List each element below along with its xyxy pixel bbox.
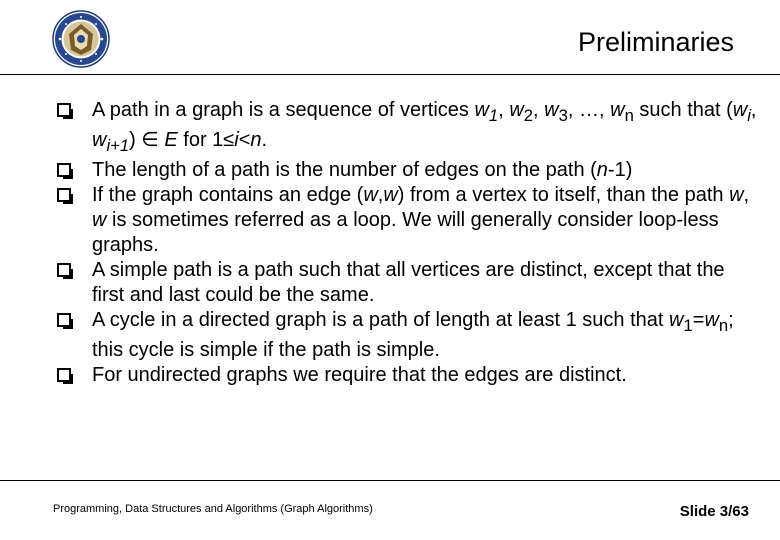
bullet-text: i	[747, 106, 751, 125]
bullet-text: w	[729, 184, 744, 206]
bullet-text: ,	[533, 99, 545, 121]
bullet-list	[57, 98, 757, 388]
bullet-item	[57, 363, 757, 388]
bullet-item	[57, 183, 757, 258]
bullet-text: i	[234, 129, 239, 151]
bullet-item	[57, 308, 757, 363]
bullet-text: 2	[523, 106, 534, 125]
bullet-text: w	[363, 184, 378, 206]
course-title: Programming, Data Structures and Algorithms (Graph Algorithms)	[53, 503, 373, 515]
bullet-text: .	[261, 129, 268, 151]
bullet-item	[57, 98, 757, 158]
bullet-text: ,	[750, 99, 757, 121]
bullet-text: w	[669, 309, 684, 331]
bullet-text: n	[250, 129, 262, 151]
checkbox-bullet-icon	[57, 188, 71, 202]
bullet-item	[57, 158, 757, 183]
bullet-item	[57, 258, 757, 308]
bullet-text: w	[92, 129, 107, 151]
bullet-text: , …,	[567, 99, 611, 121]
bullet-text: w	[610, 99, 625, 121]
bullet-text: A simple path is a path such that all vertices are distinct, except that the first and last could be the same.	[92, 259, 725, 306]
bullet-text: <	[238, 129, 251, 151]
bullet-text: w	[544, 99, 559, 121]
bullet-text: such that (	[633, 99, 733, 121]
bullet-text: w	[474, 99, 489, 121]
bullet-text: ,	[743, 184, 750, 206]
bullet-text: -1)	[607, 159, 633, 181]
bullet-text: is sometimes referred as a loop. We will generally consider loop-less graphs.	[92, 209, 719, 256]
footer-divider	[0, 480, 780, 481]
bullet-text: ,	[498, 99, 510, 121]
bullet-text: n	[624, 106, 634, 125]
bullet-text: ) from a vertex to itself, than the path	[397, 184, 730, 206]
bullet-text: For undirected graphs we require that the edges are distinct.	[92, 364, 627, 386]
checkbox-bullet-icon	[57, 103, 71, 117]
bullet-text: =	[692, 309, 705, 331]
bullet-text: w	[704, 309, 719, 331]
checkbox-bullet-icon	[57, 368, 71, 382]
bullet-text: for 1≤	[177, 129, 235, 151]
page-title: Preliminaries	[577, 27, 734, 57]
bullet-text: 3	[558, 106, 568, 125]
bullet-text: w	[383, 184, 398, 206]
bullet-text: w	[509, 99, 524, 121]
bullet-text: If the graph contains an edge (	[92, 184, 364, 206]
bullet-text: n	[596, 159, 608, 181]
bullet-text: A cycle in a directed graph is a path of length at least 1 such that	[92, 309, 670, 331]
university-seal-icon	[52, 10, 110, 68]
checkbox-bullet-icon	[57, 163, 71, 177]
bullet-text: ,	[377, 184, 384, 206]
bullet-text: i+1	[106, 136, 130, 155]
checkbox-bullet-icon	[57, 263, 71, 277]
checkbox-bullet-icon	[57, 313, 71, 327]
bullet-text: 1	[488, 106, 499, 125]
bullet-text: ) ∈	[129, 129, 165, 151]
bullet-text: w	[732, 99, 748, 121]
slide-number: Slide 3/63	[679, 503, 749, 520]
bullet-text: w	[92, 209, 107, 231]
header-divider	[0, 74, 780, 75]
bullet-text: 1	[683, 316, 693, 335]
bullet-text: n	[718, 316, 729, 335]
bullet-text: The length of a path is the number of edges on the path (	[92, 159, 597, 181]
bullet-text: A path in a graph is a sequence of vertices	[92, 99, 475, 121]
bullet-text: ; this cycle is simple if the path is simple.	[92, 309, 734, 361]
bullet-text: E	[164, 129, 178, 151]
